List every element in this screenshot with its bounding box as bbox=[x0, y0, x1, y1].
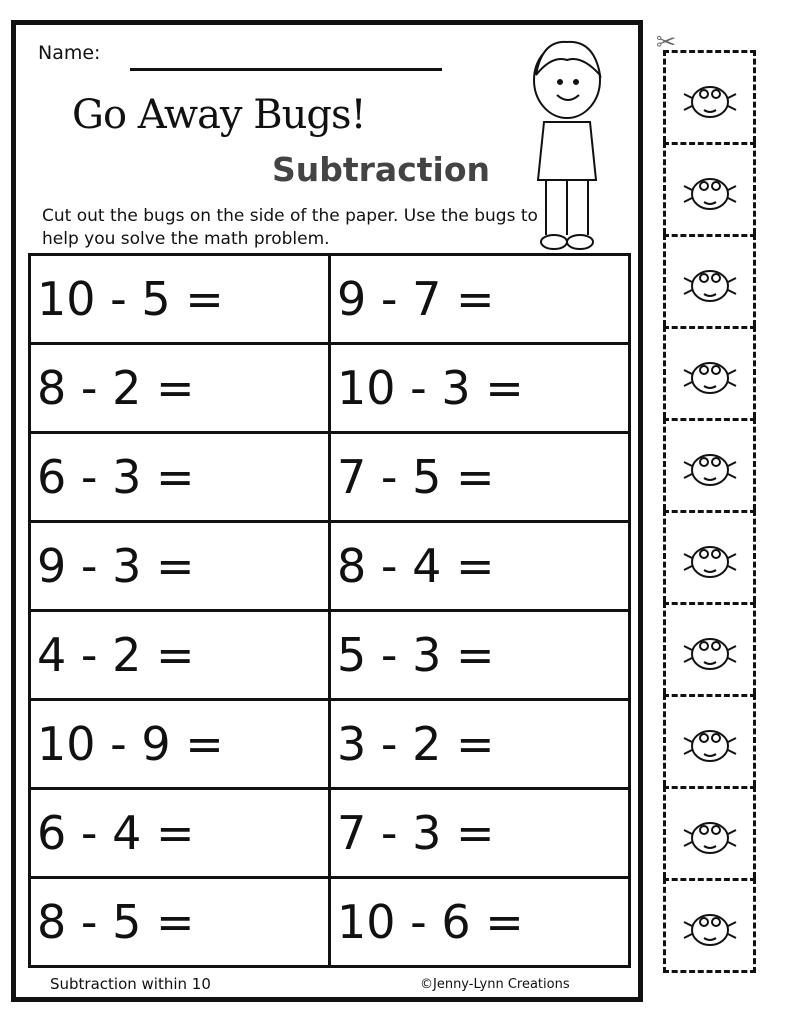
bug-cutout-strip bbox=[663, 50, 756, 973]
ladybug-spotted-icon bbox=[680, 344, 740, 404]
problem-row bbox=[30, 344, 630, 433]
problem-cell[interactable]: 6 - 4 = bbox=[30, 789, 330, 878]
bug-cutout[interactable] bbox=[663, 326, 756, 418]
problem-row bbox=[30, 789, 630, 878]
spider-smiling-icon bbox=[680, 436, 740, 496]
butterfly-icon bbox=[680, 896, 740, 956]
beetle-bug-icon bbox=[680, 160, 740, 220]
footer-copyright: ©Jenny-Lynn Creations bbox=[420, 977, 570, 992]
worm-icon bbox=[680, 528, 740, 588]
bug-cutout[interactable] bbox=[663, 786, 756, 878]
problem-cell[interactable]: 8 - 5 = bbox=[30, 878, 330, 967]
scissors-icon: ✂ bbox=[656, 28, 677, 56]
name-field[interactable] bbox=[130, 68, 442, 71]
problem-row bbox=[30, 433, 630, 522]
footer-topic: Subtraction within 10 bbox=[50, 975, 211, 993]
problem-cell[interactable]: 4 - 2 = bbox=[30, 611, 330, 700]
problem-row bbox=[30, 255, 630, 344]
problem-row bbox=[30, 522, 630, 611]
boy-illustration bbox=[522, 30, 612, 255]
problem-cell[interactable]: 9 - 3 = bbox=[30, 522, 330, 611]
problem-cell[interactable]: 8 - 4 = bbox=[330, 522, 630, 611]
problem-cell[interactable]: 9 - 7 = bbox=[330, 255, 630, 344]
problem-cell[interactable]: 10 - 9 = bbox=[30, 700, 330, 789]
bug-cutout[interactable] bbox=[663, 602, 756, 694]
problem-row bbox=[30, 700, 630, 789]
problem-cell[interactable]: 6 - 3 = bbox=[30, 433, 330, 522]
problem-row bbox=[30, 611, 630, 700]
worksheet-title: Go Away Bugs! bbox=[72, 92, 366, 138]
bug-cutout[interactable] bbox=[663, 510, 756, 602]
spider-round-icon bbox=[680, 620, 740, 680]
instructions: Cut out the bugs on the side of the paper. Use the bugs to help you solve the math problem. bbox=[42, 206, 538, 249]
problem-cell[interactable]: 5 - 3 = bbox=[330, 611, 630, 700]
problems-table bbox=[28, 253, 631, 968]
bug-cutout[interactable] bbox=[663, 878, 756, 973]
bug-cutout[interactable] bbox=[663, 418, 756, 510]
problem-cell[interactable]: 10 - 5 = bbox=[30, 255, 330, 344]
bug-cutout[interactable] bbox=[663, 50, 756, 142]
problem-cell[interactable]: 7 - 5 = bbox=[330, 433, 630, 522]
problem-cell[interactable]: 8 - 2 = bbox=[30, 344, 330, 433]
problem-row bbox=[30, 878, 630, 967]
problem-cell[interactable]: 10 - 6 = bbox=[330, 878, 630, 967]
problem-cell[interactable]: 3 - 2 = bbox=[330, 700, 630, 789]
ladybug-icon bbox=[680, 712, 740, 772]
bug-cutout[interactable] bbox=[663, 694, 756, 786]
worksheet-subtitle: Subtraction bbox=[272, 150, 491, 189]
bug-cutout[interactable] bbox=[663, 142, 756, 234]
ladybug-side-icon bbox=[680, 252, 740, 312]
problem-cell[interactable]: 7 - 3 = bbox=[330, 789, 630, 878]
bug-cutout[interactable] bbox=[663, 234, 756, 326]
dragonfly-icon bbox=[680, 804, 740, 864]
problem-cell[interactable]: 10 - 3 = bbox=[330, 344, 630, 433]
spider-bug-icon bbox=[680, 68, 740, 128]
name-label: Name: bbox=[38, 42, 101, 64]
